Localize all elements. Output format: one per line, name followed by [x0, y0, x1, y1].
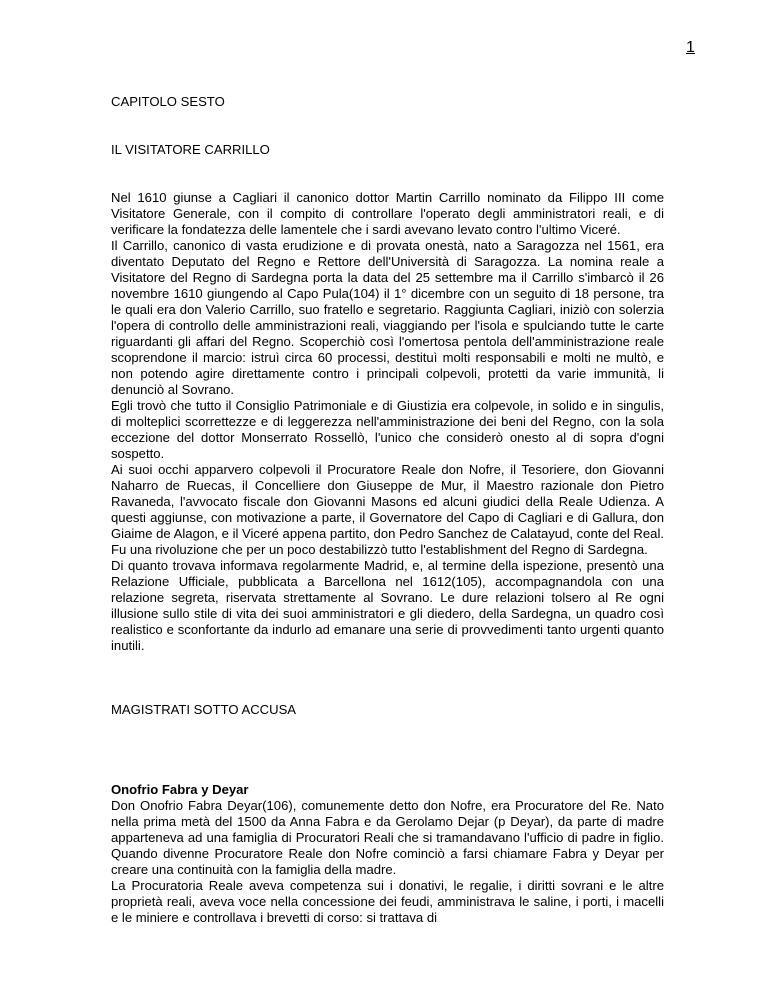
subsection-paragraph-1: Don Onofrio Fabra Deyar(106), comunemente detto don Nofre, era Procuratore del Re. Nato nella prima metà del 1500 da Anna Fabra e da Gerolamo Dejar (p Deyar), da parte di madre apparteneva ad una famiglia di Procuratori Reali che si tramandavano l'ufficio di padre in figlio. Quando divenne Procuratore Reale don Nofre cominciò a farsi chiamare Fabra y Deyar per creare una continuità con la famiglia della madre. — [111, 798, 664, 877]
chapter-heading: CAPITOLO SESTO — [111, 94, 225, 109]
intro-paragraph-5: Di quanto trovava informava regolarmente Madrid, e, al termine della ispezione, presentò una Relazione Ufficiale, pubblicata a Barcellona nel 1612(105), accompagnandola con una relazione segreta, riservata strettamente al Sovrano. Le dure relazioni tolsero al Re ogni illusione sullo stile di vita dei suoi amministratori e gli diedero, della Sardegna, un quadro così realistico e sconfortante da indurlo ad emanare una serie di provvedimenti tanto urgenti quanto inutili. — [111, 558, 664, 653]
subsection — [111, 782, 664, 926]
document-body — [111, 94, 664, 926]
intro-paragraph-2: Il Carrillo, canonico di vasta erudizione e di provata onestà, nato a Saragozza nel 1561, era diventato Deputato del Regno e Rettore dell'Università di Saragozza. La nomina reale a Visitatore del Regno di Sardegna porta la data del 25 settembre ma il Carrillo s'imbarcò il 26 novembre 1610 giungendo al Capo Pula(104) il 1° dicembre con un seguito di 18 persone, tra le quali era don Valerio Carrillo, suo fratello e segretario. Raggiunta Cagliari, iniziò con solerzia l'opera di controllo delle amministrazioni reali, viaggiando per l'isola e spulciando tutte le carte riguardanti gli affari del Regno. Scoperchiò così l'omertosa pentola dell'amministrazione reale scoprendone il marcio: istruì circa 60 processi, destituì molti responsabili e molti ne multò, e non potendo agire direttamente contro i principali colpevoli, protetti da varie immunità, li denunciò al Sovrano. — [111, 238, 664, 397]
intro-paragraph-4: Ai suoi occhi apparvero colpevoli il Procuratore Reale don Nofre, il Tesoriere, don Giovanni Naharro de Ruecas, il Concelliere don Giuseppe de Mur, il Maestro razionale don Pietro Ravaneda, l'avvocato fiscale don Giovanni Masons ed alcuni giudici della Reale Udienza. A questi aggiunse, con motivazione a parte, il Governatore del Capo di Cagliari e di Gallura, don Giaime de Alagon, e il Viceré appena partito, don Pedro Sanchez de Calatayud, conte del Real. Fu una rivoluzione che per un poco destabilizzò tutto l'establishment del Regno di Sardegna. — [111, 462, 664, 557]
chapter-title: IL VISITATORE CARRILLO — [111, 142, 270, 157]
subsection-heading: Onofrio Fabra y Deyar — [111, 782, 249, 797]
intro-paragraph-1: Nel 1610 giunse a Cagliari il canonico dottor Martin Carrillo nominato da Filippo III come Visitatore Generale, con il compito di controllare l'operato degli amministratori reali, e di verificare la fondatezza delle lamentele che i sardi avevano levato contro l'ultimo Viceré. — [111, 190, 664, 237]
intro-section — [111, 190, 664, 654]
page-number: 1 — [686, 39, 695, 56]
subsection-paragraph-2: La Procuratoria Reale aveva competenza sui i donativi, le regalie, i diritti sovrani e le altre proprietà reali, aveva voce nella concessione dei feudi, amministrava le saline, i porti, i macelli e le miniere e controllava i brevetti di corso: si trattava di — [111, 878, 664, 925]
section-heading: MAGISTRATI SOTTO ACCUSA — [111, 702, 297, 717]
intro-paragraph-3: Egli trovò che tutto il Consiglio Patrimoniale e di Giustizia era colpevole, in solido e in singulis, di molteplici scorrettezze e di leggerezza nell'amministrazione dei beni del Regno, con la sola eccezione del dottor Monserrato Rossellò, l'unico che considerò onesto al di sopra d'ogni sospetto. — [111, 398, 664, 461]
